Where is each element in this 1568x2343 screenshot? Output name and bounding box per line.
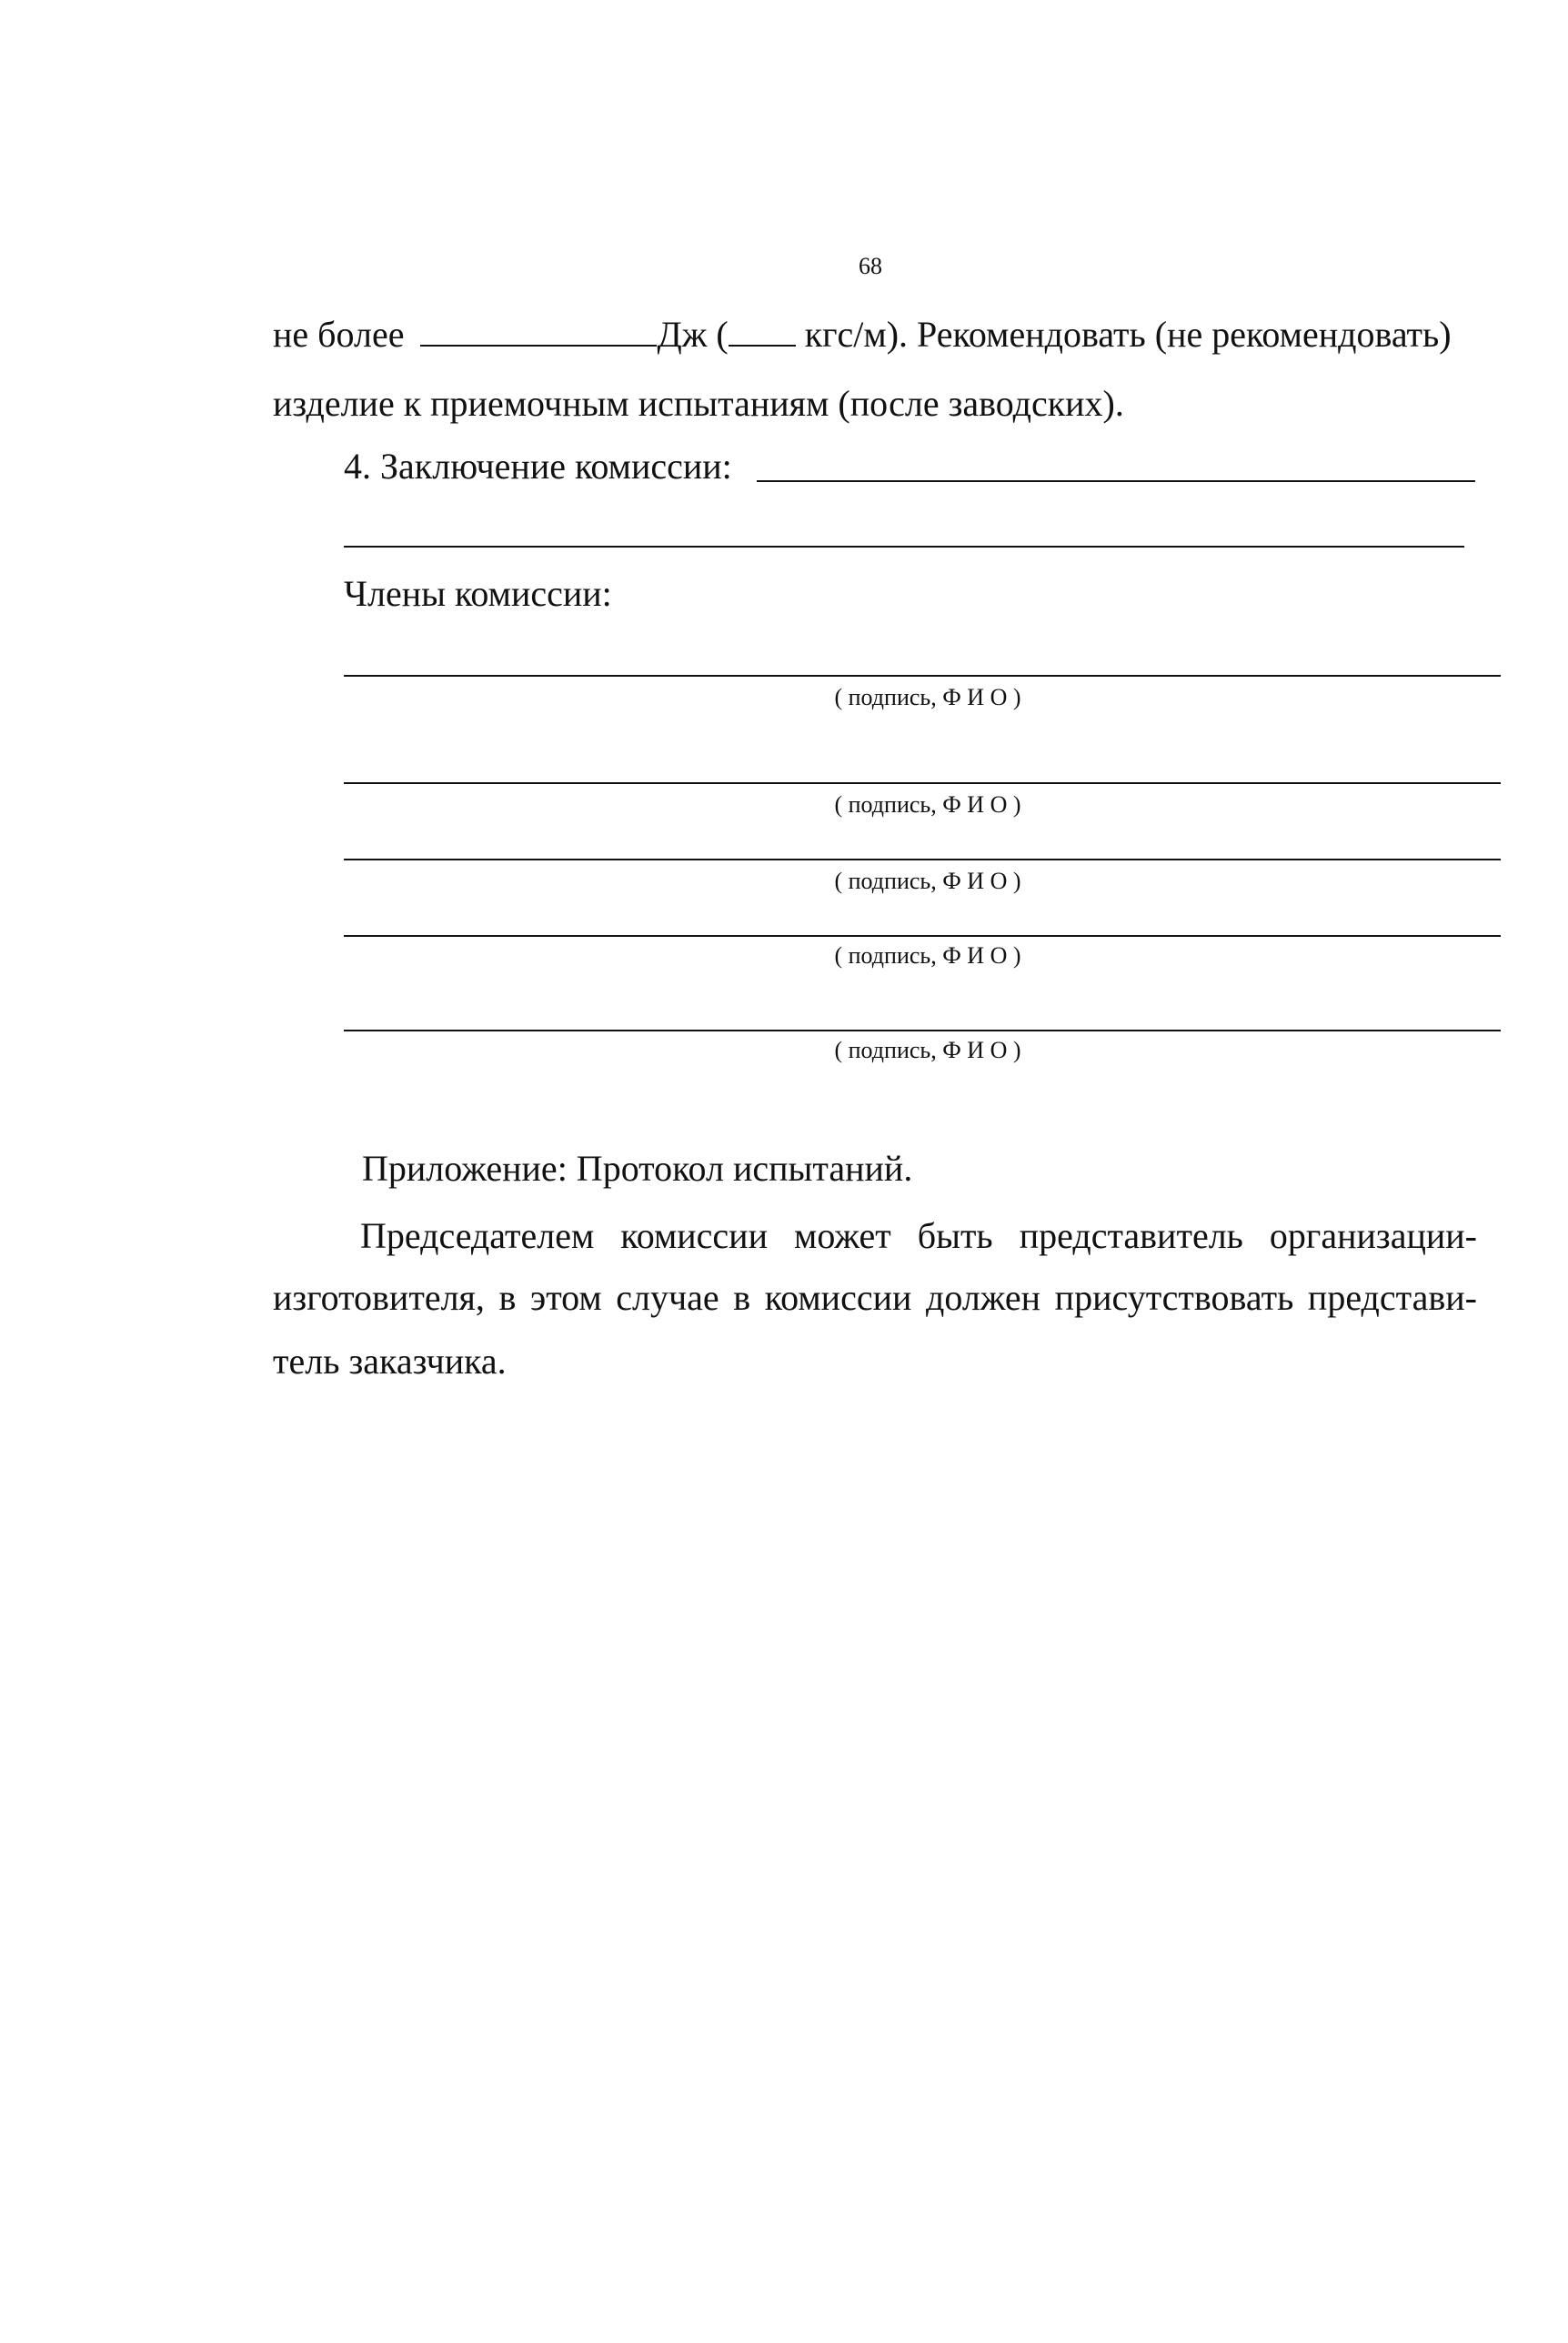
conclusion-underline [757, 480, 1475, 482]
signature-line-4 [344, 935, 1501, 937]
energy-joule-blank [420, 317, 657, 347]
signature-line-2 [344, 782, 1501, 784]
signature-caption-5: ( подпись, Ф И О ) [834, 1037, 1021, 1063]
energy-unit-kgf: кгс/м). Рекомендовать (не рекомендовать) [804, 314, 1452, 355]
note-line-2: изготовителя, в этом случае в комиссии должен присутствовать представи- [273, 1277, 1477, 1318]
appendix-text: Приложение: Протокол испытаний. [362, 1148, 913, 1189]
energy-prefix: не более [273, 314, 405, 355]
note-line-3: тель заказчика. [273, 1341, 507, 1382]
signature-line-3 [344, 859, 1501, 860]
signature-line-1 [344, 675, 1501, 677]
energy-unit-joule: Дж ( [657, 314, 729, 355]
page-number: 68 [859, 253, 882, 279]
conclusion-underline-2 [344, 546, 1464, 548]
conclusion-label: 4. Заключение комиссии: [344, 446, 732, 487]
energy-line [273, 314, 1452, 356]
signature-caption-1: ( подпись, Ф И О ) [834, 684, 1021, 710]
signature-caption-4: ( подпись, Ф И О ) [834, 942, 1021, 969]
signature-caption-2: ( подпись, Ф И О ) [834, 791, 1021, 818]
signature-caption-3: ( подпись, Ф И О ) [834, 868, 1021, 894]
note-line-1: Председателем комиссии может быть представитель организации- [360, 1215, 1477, 1256]
energy-kgf-blank [729, 317, 796, 347]
signature-line-5 [344, 1030, 1501, 1031]
members-label: Члены комиссии: [344, 573, 612, 614]
recommendation-line: изделие к приемочным испытаниям (после заводских). [273, 383, 1124, 424]
